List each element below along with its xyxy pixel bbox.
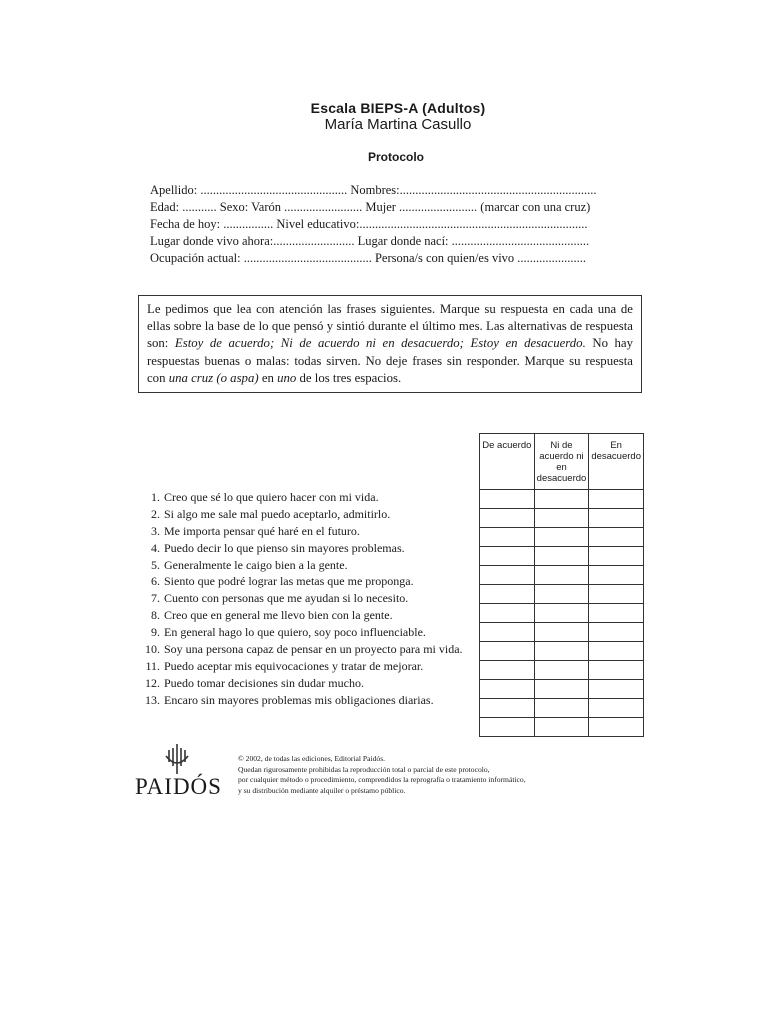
item-text: Creo que en general me llevo bien con la gente. (164, 608, 393, 623)
author-name: María Martina Casullo (324, 116, 472, 133)
response-row (480, 566, 644, 585)
header-ni-de-acuerdo: Ni de acuerdo ni en desacuerdo (534, 434, 589, 490)
item-text: Creo que sé lo que quiero hacer con mi vida. (164, 490, 379, 504)
item-number: 2. (151, 506, 160, 521)
item-text: Cuento con personas que me ayudan si lo necesito. (164, 591, 409, 606)
item-number: 1. (151, 490, 160, 504)
paidos-logo-icon (162, 740, 192, 776)
response-row (480, 642, 644, 661)
item-number: 3. (151, 523, 160, 538)
response-row (480, 547, 644, 566)
response-row (480, 699, 644, 718)
item-row (144, 658, 484, 675)
response-cell-neutral[interactable] (534, 604, 589, 623)
response-cell-de-acuerdo[interactable] (480, 718, 535, 737)
response-cell-desacuerdo[interactable] (589, 642, 644, 661)
item-number: 12. (145, 675, 160, 690)
copyright-notice (238, 754, 618, 796)
response-cell-neutral[interactable] (534, 528, 589, 547)
field-fecha-nivel: Fecha de hoy: ................ Nivel educativo:......................................................................... (150, 217, 588, 231)
item-text: Puedo decir lo que pienso sin mayores problemas. (164, 540, 405, 555)
item-number: 7. (151, 591, 160, 606)
response-cell-neutral[interactable] (534, 623, 589, 642)
response-cell-de-acuerdo[interactable] (480, 661, 535, 680)
item-row (144, 692, 484, 709)
copyright-line: por cualquier método o procedimiento, comprendidos la reprografía o tratamiento informático, (238, 775, 526, 784)
field-ocupacion-personas: Ocupación actual: ......................................... Persona/s con quien/es vivo ...................... (150, 251, 587, 265)
response-row (480, 661, 644, 680)
response-cell-de-acuerdo[interactable] (480, 604, 535, 623)
response-cell-neutral[interactable] (534, 699, 589, 718)
response-cell-neutral[interactable] (534, 547, 589, 566)
response-cell-de-acuerdo[interactable] (480, 566, 535, 585)
response-cell-neutral[interactable] (534, 490, 589, 509)
item-row (144, 506, 484, 523)
response-cell-neutral[interactable] (534, 661, 589, 680)
response-cell-neutral[interactable] (534, 680, 589, 699)
response-row (480, 623, 644, 642)
instructions-box (138, 295, 642, 393)
copyright-line: y su distribución mediante alquiler o préstamo público. (238, 785, 406, 795)
response-cell-de-acuerdo[interactable] (480, 547, 535, 566)
instructions-text-4: de los tres espacios. (296, 370, 402, 385)
response-cell-de-acuerdo[interactable] (480, 585, 535, 604)
response-cell-desacuerdo[interactable] (589, 661, 644, 680)
item-text: Generalmente le caigo bien a la gente. (164, 557, 348, 572)
item-row (144, 675, 484, 692)
response-cell-desacuerdo[interactable] (589, 604, 644, 623)
response-row (480, 585, 644, 604)
instructions-text-3: en (258, 370, 278, 385)
response-row (480, 680, 644, 699)
response-grid (479, 433, 644, 737)
instructions-text-1: Le pedimos que lea con atención las frases siguientes. Marque su respuesta en cada una de ellas sobre la base de lo que pensó y sintió durante el último mes. Las alternativas de respuesta son: (147, 302, 633, 351)
item-number: 13. (145, 692, 160, 707)
header-en-desacuerdo: En desacuerdo (589, 434, 644, 490)
item-number: 4. (151, 540, 160, 555)
publisher-logo-text: PAIDÓS (135, 774, 222, 799)
response-cell-de-acuerdo[interactable] (480, 623, 535, 642)
item-text: En general hago lo que quiero, soy poco influenciable. (164, 625, 426, 640)
item-number: 9. (151, 625, 160, 640)
item-number: 5. (151, 557, 160, 572)
copyright-line: Quedan rigurosamente prohibidas la reproducción total o parcial de este protocolo, (238, 764, 490, 774)
response-cell-desacuerdo[interactable] (589, 699, 644, 718)
item-row (144, 573, 484, 590)
personal-data-fields (150, 182, 640, 267)
item-row (144, 590, 484, 607)
response-cell-de-acuerdo[interactable] (480, 642, 535, 661)
field-edad-sexo: Edad: ........... Sexo: Varón ......................... Mujer ......................... (marcar con una cruz) (150, 200, 591, 214)
response-cell-de-acuerdo[interactable] (480, 699, 535, 718)
instructions-text-2: No hay respuestas buenas o malas: todas sirven. No deje frases sin responder. Marque su respuesta con (147, 336, 633, 385)
item-row (144, 489, 484, 506)
item-text: Soy una persona capaz de pensar en un proyecto para mi vida. (164, 642, 463, 657)
instructions-options: Estoy de acuerdo; Ni de acuerdo ni en desacuerdo; Estoy en desacuerdo. (174, 336, 586, 351)
copyright-line: © 2002, de todas las ediciones, Editorial Paidós. (238, 754, 386, 763)
item-row (144, 540, 484, 557)
instructions-mark: una cruz (o aspa) (168, 370, 259, 385)
response-cell-neutral[interactable] (534, 718, 589, 737)
response-cell-desacuerdo[interactable] (589, 585, 644, 604)
response-cell-neutral[interactable] (534, 642, 589, 661)
item-text: Puedo aceptar mis equivocaciones y tratar de mejorar. (164, 658, 424, 673)
field-lugar: Lugar donde vivo ahora:.......................... Lugar donde nací: ............................................ (150, 234, 590, 248)
protocol-subtitle: Protocolo (368, 150, 424, 164)
items-list (144, 489, 484, 709)
response-cell-neutral[interactable] (534, 585, 589, 604)
response-cell-de-acuerdo[interactable] (480, 490, 535, 509)
response-row (480, 509, 644, 528)
response-row (480, 604, 644, 623)
header-de-acuerdo: De acuerdo (480, 434, 535, 490)
response-cell-desacuerdo[interactable] (589, 623, 644, 642)
response-cell-desacuerdo[interactable] (589, 680, 644, 699)
response-row (480, 528, 644, 547)
item-row (144, 624, 484, 641)
response-cell-de-acuerdo[interactable] (480, 680, 535, 699)
item-number: 11. (145, 658, 160, 673)
response-cell-desacuerdo[interactable] (589, 490, 644, 509)
item-text: Me importa pensar qué haré en el futuro. (164, 523, 360, 538)
response-cell-de-acuerdo[interactable] (480, 509, 535, 528)
response-cell-desacuerdo[interactable] (589, 718, 644, 737)
response-cell-desacuerdo[interactable] (589, 509, 644, 528)
item-row (144, 523, 484, 540)
item-row (144, 557, 484, 574)
response-cell-neutral[interactable] (534, 566, 589, 585)
document-title: Escala BIEPS-A (Adultos) (310, 100, 486, 116)
item-text: Si algo me sale mal puedo aceptarlo, admitirlo. (164, 506, 391, 521)
response-cell-desacuerdo[interactable] (589, 547, 644, 566)
item-number: 6. (151, 574, 160, 589)
item-row (144, 641, 484, 658)
response-cell-desacuerdo[interactable] (589, 566, 644, 585)
field-apellido-nombres: Apellido: ............................................... Nombres:............................................................... (150, 183, 597, 197)
response-cell-neutral[interactable] (534, 509, 589, 528)
item-number: 8. (151, 608, 160, 623)
item-number: 10. (145, 642, 160, 657)
item-row (144, 607, 484, 624)
response-cell-desacuerdo[interactable] (589, 528, 644, 547)
instructions-one: uno (277, 370, 297, 385)
item-text: Siento que podré lograr las metas que me proponga. (164, 574, 414, 589)
response-row (480, 718, 644, 737)
item-text: Encaro sin mayores problemas mis obligaciones diarias. (164, 692, 434, 707)
response-cell-de-acuerdo[interactable] (480, 528, 535, 547)
response-row (480, 490, 644, 509)
item-text: Puedo tomar decisiones sin dudar mucho. (164, 675, 364, 690)
